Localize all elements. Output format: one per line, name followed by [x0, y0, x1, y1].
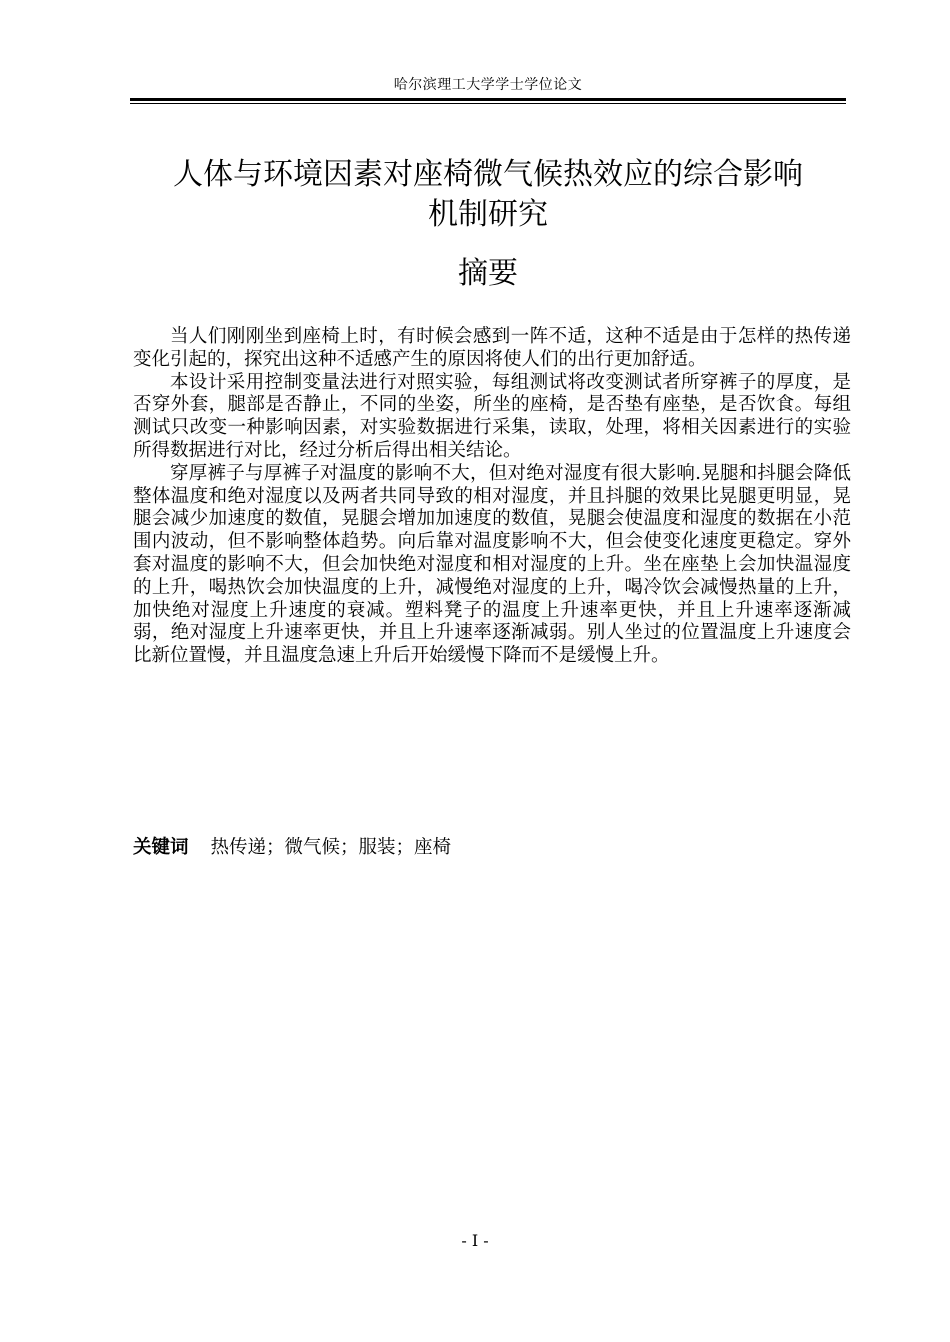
keywords-text: 热传递；微气候；服装；座椅	[210, 837, 452, 858]
abstract-paragraph: 当人们刚刚坐到座椅上时，有时候会感到一阵不适，这种不适是由于怎样的热传递变化引起的，探究出这种不适感产生的原因将使人们的出行更加舒适。	[133, 326, 851, 370]
abstract-paragraph: 本设计采用控制变量法进行对照实验，每组测试将改变测试者所穿裤子的厚度，是否穿外套，腿部是否静止，不同的坐姿，所坐的座椅，是否垫有座垫，是否饮食。每组测试只改变一种影响因素，对实验数据进行采集，读取，处理，将相关因素进行的实验所得数据进行对比，经过分析后得出相关结论。	[133, 371, 851, 461]
keywords-line	[133, 836, 849, 860]
header-rule-thick	[130, 98, 846, 101]
abstract-paragraph: 穿厚裤子与厚裤子对温度的影响不大，但对绝对湿度有很大影响.晃腿和抖腿会降低整体温度和绝对湿度以及两者共同导致的相对湿度，并且抖腿的效果比晃腿更明显，晃腿会减少加速度的数值，晃腿会增加加速度的数值，晃腿会使温度和湿度的数据在小范围内波动，但不影响整体趋势。向后靠对温度影响不大，但会使变化速度更稳定。穿外套对温度的影响不大，但会加快绝对湿度和相对湿度的上升。坐在座垫上会加快温湿度的上升，喝热饮会加快温度的上升，减慢绝对湿度的上升，喝冷饮会减慢热量的上升，加快绝对湿度上升速度的衰减。塑料凳子的温度上升速率更快，并且上升速率逐渐减弱，绝对湿度上升速率更快，并且上升速率逐渐减弱。别人坐过的位置温度上升速度会比新位置慢，并且温度急速上升后开始缓慢下降而不是缓慢上升。	[133, 462, 851, 667]
thesis-title	[110, 155, 866, 235]
keywords-label: 关键词	[133, 837, 189, 858]
title-line-1: 人体与环境因素对座椅微气候热效应的综合影响	[173, 157, 803, 192]
running-header: 哈尔滨理工大学学士学位论文	[393, 77, 583, 93]
header-rule-thin	[130, 103, 846, 104]
abstract-body	[133, 326, 851, 668]
abstract-heading: 摘要	[458, 256, 518, 291]
page-number: - I -	[461, 1231, 489, 1250]
title-line-2: 机制研究	[428, 197, 548, 232]
